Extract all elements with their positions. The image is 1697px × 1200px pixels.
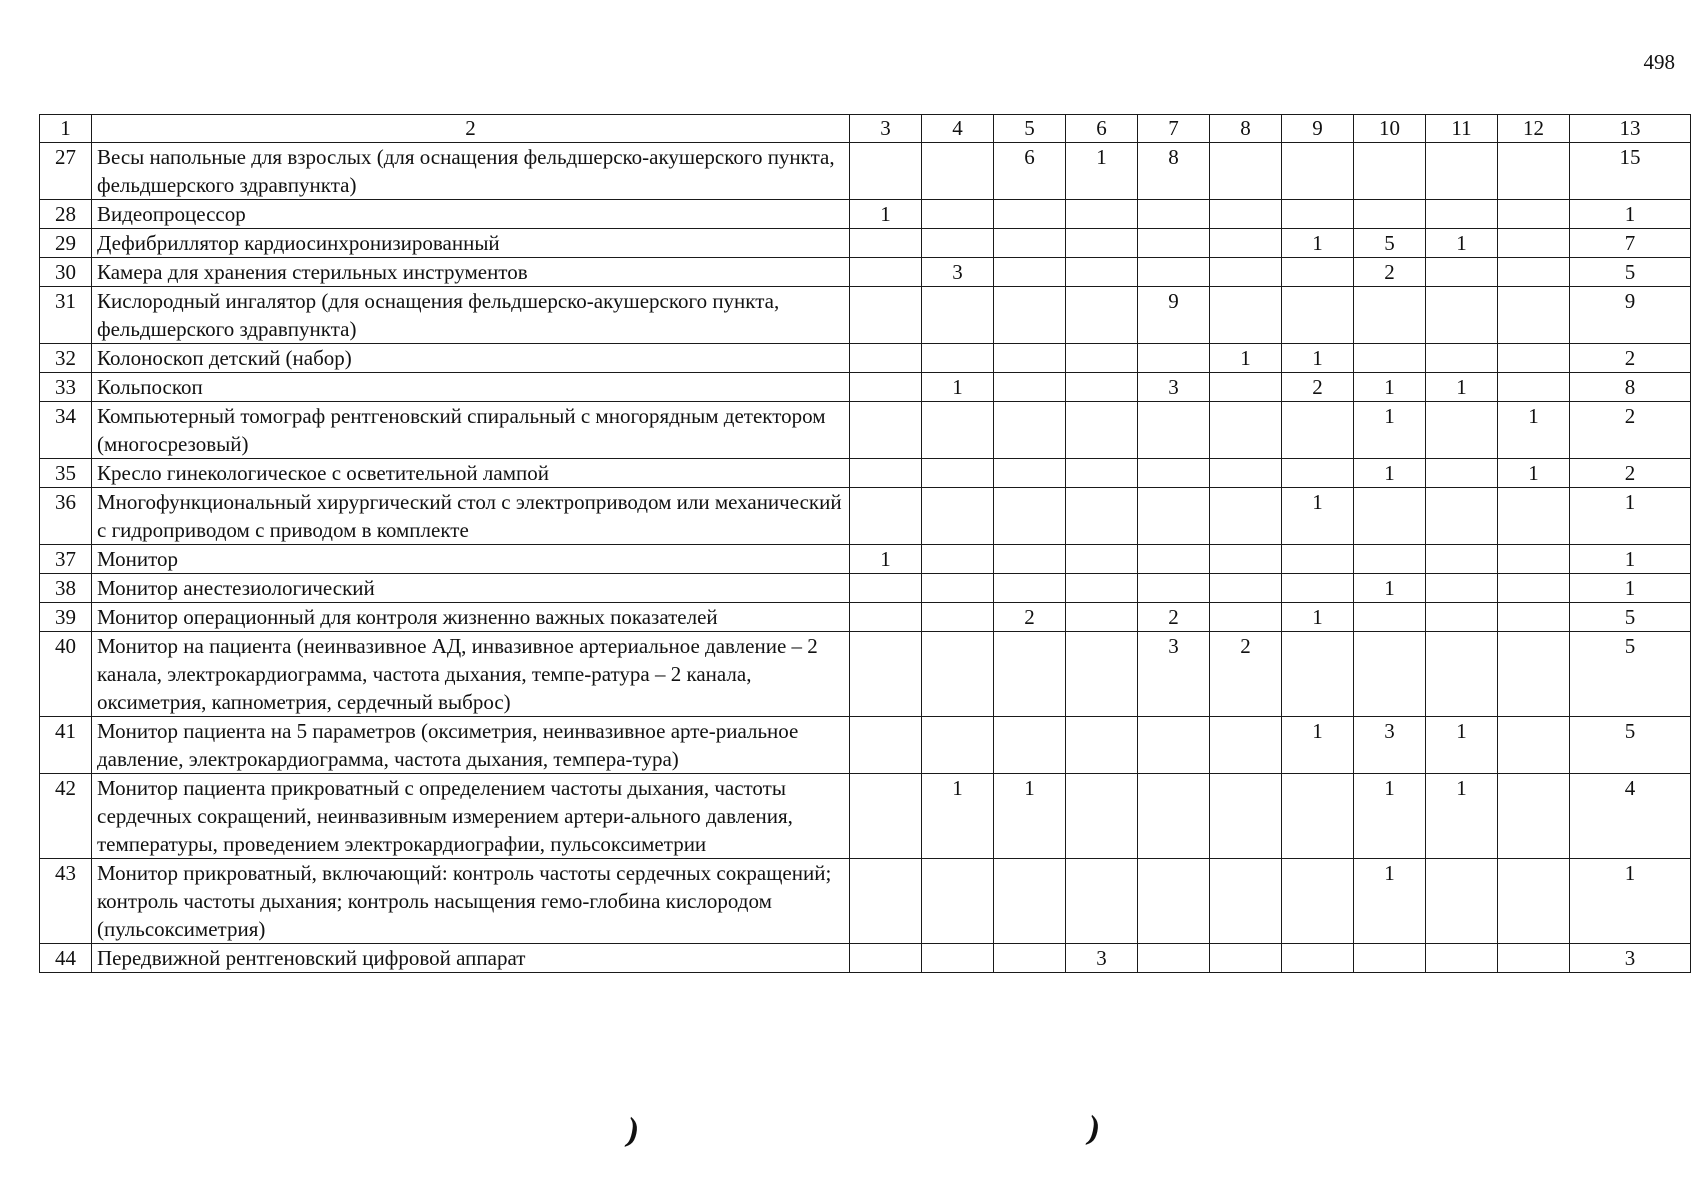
quantity-cell (1210, 859, 1282, 944)
quantity-cell (922, 545, 994, 574)
header-cell: 4 (922, 115, 994, 143)
quantity-cell: 1 (1282, 488, 1354, 545)
quantity-cell (1066, 717, 1138, 774)
quantity-cell: 1 (1354, 574, 1426, 603)
quantity-cell (1066, 603, 1138, 632)
quantity-cell (1498, 574, 1570, 603)
quantity-cell (850, 459, 922, 488)
equipment-name-cell: Монитор пациента на 5 параметров (оксиметрия, неинвазивное арте-риальное давление, электрокардиограмма, частота дыхания, темпера-тура) (92, 717, 850, 774)
quantity-cell (850, 574, 922, 603)
quantity-cell (1066, 344, 1138, 373)
table-row (40, 344, 1691, 373)
equipment-name-cell: Компьютерный томограф рентгеновский спиральный с многорядным детектором (многосрезовый) (92, 402, 850, 459)
quantity-cell: 1 (1282, 603, 1354, 632)
row-number-cell: 36 (40, 488, 92, 545)
row-number-cell: 39 (40, 603, 92, 632)
quantity-cell (1498, 287, 1570, 344)
total-cell: 2 (1570, 344, 1691, 373)
table-row (40, 258, 1691, 287)
total-cell: 1 (1570, 200, 1691, 229)
quantity-cell: 2 (994, 603, 1066, 632)
quantity-cell (1354, 944, 1426, 973)
quantity-cell (1066, 774, 1138, 859)
quantity-cell (922, 200, 994, 229)
equipment-name-cell: Камера для хранения стерильных инструментов (92, 258, 850, 287)
header-cell: 6 (1066, 115, 1138, 143)
quantity-cell: 3 (1066, 944, 1138, 973)
quantity-cell: 1 (1282, 717, 1354, 774)
header-cell: 12 (1498, 115, 1570, 143)
quantity-cell (1066, 229, 1138, 258)
quantity-cell (994, 859, 1066, 944)
row-number-cell: 38 (40, 574, 92, 603)
quantity-cell (1066, 859, 1138, 944)
quantity-cell (922, 344, 994, 373)
quantity-cell (1426, 258, 1498, 287)
quantity-cell (922, 402, 994, 459)
quantity-cell (1210, 488, 1282, 545)
quantity-cell (1426, 545, 1498, 574)
quantity-cell (850, 488, 922, 545)
quantity-cell (850, 287, 922, 344)
quantity-cell (922, 603, 994, 632)
quantity-cell (850, 944, 922, 973)
quantity-cell (1498, 143, 1570, 200)
quantity-cell: 1 (1282, 229, 1354, 258)
total-cell: 5 (1570, 603, 1691, 632)
quantity-cell (922, 944, 994, 973)
quantity-cell (1066, 459, 1138, 488)
row-number-cell: 44 (40, 944, 92, 973)
quantity-cell (1498, 774, 1570, 859)
quantity-cell (1426, 574, 1498, 603)
equipment-name-cell: Монитор пациента прикроватный с определением частоты дыхания, частоты сердечных сокращений, неинвазивным измерением артери-ального давления, температуры, проведением электрокардиографии, пульсоксиметрии (92, 774, 850, 859)
quantity-cell: 8 (1138, 143, 1210, 200)
equipment-name-cell: Кислородный ингалятор (для оснащения фельдшерско-акушерского пункта, фельдшерского здравпункта) (92, 287, 850, 344)
quantity-cell (994, 373, 1066, 402)
quantity-cell (1426, 632, 1498, 717)
quantity-cell (1210, 258, 1282, 287)
quantity-cell (994, 459, 1066, 488)
total-cell: 1 (1570, 488, 1691, 545)
quantity-cell (1354, 143, 1426, 200)
quantity-cell (1138, 774, 1210, 859)
table-row (40, 632, 1691, 717)
equipment-name-cell: Кольпоскоп (92, 373, 850, 402)
header-cell: 7 (1138, 115, 1210, 143)
handwritten-mark: ) (623, 1111, 643, 1150)
row-number-cell: 28 (40, 200, 92, 229)
quantity-cell (994, 287, 1066, 344)
equipment-name-cell: Колоноскоп детский (набор) (92, 344, 850, 373)
quantity-cell (1282, 574, 1354, 603)
equipment-table (39, 114, 1691, 973)
quantity-cell (1066, 287, 1138, 344)
row-number-cell: 30 (40, 258, 92, 287)
quantity-cell (1354, 287, 1426, 344)
table-row (40, 143, 1691, 200)
quantity-cell (922, 632, 994, 717)
total-cell: 2 (1570, 459, 1691, 488)
total-cell: 1 (1570, 545, 1691, 574)
quantity-cell: 3 (1354, 717, 1426, 774)
quantity-cell: 6 (994, 143, 1066, 200)
quantity-cell (1282, 632, 1354, 717)
quantity-cell (1210, 229, 1282, 258)
quantity-cell (1426, 344, 1498, 373)
quantity-cell: 1 (1426, 229, 1498, 258)
quantity-cell (922, 859, 994, 944)
total-cell: 3 (1570, 944, 1691, 973)
row-number-cell: 42 (40, 774, 92, 859)
quantity-cell (1426, 402, 1498, 459)
quantity-cell (1498, 944, 1570, 973)
quantity-cell: 1 (1210, 344, 1282, 373)
total-cell: 4 (1570, 774, 1691, 859)
quantity-cell (1210, 545, 1282, 574)
quantity-cell (1210, 402, 1282, 459)
total-cell: 5 (1570, 632, 1691, 717)
row-number-cell: 43 (40, 859, 92, 944)
quantity-cell: 3 (922, 258, 994, 287)
total-cell: 1 (1570, 574, 1691, 603)
quantity-cell (994, 574, 1066, 603)
quantity-cell (922, 229, 994, 258)
table-row (40, 574, 1691, 603)
quantity-cell (1354, 200, 1426, 229)
quantity-cell: 9 (1138, 287, 1210, 344)
handwritten-mark: ) (1084, 1109, 1104, 1148)
row-number-cell: 37 (40, 545, 92, 574)
quantity-cell (994, 944, 1066, 973)
quantity-cell (994, 229, 1066, 258)
row-number-cell: 33 (40, 373, 92, 402)
quantity-cell (1138, 545, 1210, 574)
quantity-cell: 1 (922, 373, 994, 402)
quantity-cell (994, 200, 1066, 229)
quantity-cell (1498, 258, 1570, 287)
quantity-cell (850, 373, 922, 402)
quantity-cell (1210, 200, 1282, 229)
quantity-cell (1066, 373, 1138, 402)
quantity-cell (922, 574, 994, 603)
quantity-cell (1426, 944, 1498, 973)
quantity-cell (1498, 373, 1570, 402)
quantity-cell (1210, 574, 1282, 603)
quantity-cell: 1 (1282, 344, 1354, 373)
quantity-cell (1498, 200, 1570, 229)
table-row (40, 603, 1691, 632)
header-cell: 13 (1570, 115, 1691, 143)
header-cell: 8 (1210, 115, 1282, 143)
quantity-cell (1138, 459, 1210, 488)
quantity-cell (1426, 459, 1498, 488)
quantity-cell (1498, 488, 1570, 545)
quantity-cell (850, 632, 922, 717)
total-cell: 15 (1570, 143, 1691, 200)
quantity-cell (1210, 143, 1282, 200)
quantity-cell (1282, 287, 1354, 344)
equipment-name-cell: Видеопроцессор (92, 200, 850, 229)
quantity-cell (1066, 574, 1138, 603)
header-cell: 11 (1426, 115, 1498, 143)
quantity-cell (1498, 603, 1570, 632)
quantity-cell (994, 344, 1066, 373)
equipment-name-cell: Монитор на пациента (неинвазивное АД, инвазивное артериальное давление – 2 канала, электрокардиограмма, частота дыхания, темпе-ратура – 2 канала, оксиметрия, капнометрия, сердечный выброс) (92, 632, 850, 717)
page-number: 498 (1643, 50, 1675, 74)
quantity-cell (1498, 344, 1570, 373)
header-cell: 9 (1282, 115, 1354, 143)
quantity-cell (1282, 944, 1354, 973)
header-cell: 2 (92, 115, 850, 143)
quantity-cell (922, 459, 994, 488)
equipment-name-cell: Монитор анестезиологический (92, 574, 850, 603)
table-row (40, 287, 1691, 344)
quantity-cell (1282, 545, 1354, 574)
header-cell: 10 (1354, 115, 1426, 143)
quantity-cell (1282, 402, 1354, 459)
quantity-cell: 1 (1498, 402, 1570, 459)
quantity-cell (922, 287, 994, 344)
row-number-cell: 35 (40, 459, 92, 488)
quantity-cell: 1 (1354, 859, 1426, 944)
header-cell: 3 (850, 115, 922, 143)
quantity-cell (850, 402, 922, 459)
table-header-row (40, 115, 1691, 143)
quantity-cell (994, 717, 1066, 774)
equipment-name-cell: Передвижной рентгеновский цифровой аппарат (92, 944, 850, 973)
table-row (40, 488, 1691, 545)
equipment-name-cell: Дефибриллятор кардиосинхронизированный (92, 229, 850, 258)
table-row (40, 717, 1691, 774)
total-cell: 7 (1570, 229, 1691, 258)
quantity-cell (1138, 229, 1210, 258)
quantity-cell (1138, 344, 1210, 373)
table-row (40, 944, 1691, 973)
quantity-cell: 1 (922, 774, 994, 859)
quantity-cell: 1 (1354, 402, 1426, 459)
quantity-cell (1282, 459, 1354, 488)
quantity-cell (1210, 459, 1282, 488)
quantity-cell: 1 (1498, 459, 1570, 488)
equipment-name-cell: Монитор (92, 545, 850, 574)
total-cell: 9 (1570, 287, 1691, 344)
table-row (40, 459, 1691, 488)
quantity-cell (1138, 488, 1210, 545)
quantity-cell: 1 (1426, 774, 1498, 859)
quantity-cell: 2 (1282, 373, 1354, 402)
quantity-cell (1282, 774, 1354, 859)
quantity-cell (1066, 402, 1138, 459)
quantity-cell (1282, 143, 1354, 200)
row-number-cell: 34 (40, 402, 92, 459)
quantity-cell (850, 258, 922, 287)
quantity-cell (850, 143, 922, 200)
quantity-cell (1354, 344, 1426, 373)
quantity-cell (994, 545, 1066, 574)
row-number-cell: 41 (40, 717, 92, 774)
quantity-cell (1282, 258, 1354, 287)
quantity-cell (850, 344, 922, 373)
row-number-cell: 40 (40, 632, 92, 717)
total-cell: 2 (1570, 402, 1691, 459)
equipment-name-cell: Монитор прикроватный, включающий: контроль частоты сердечных сокращений; контроль частоты дыхания; контроль насыщения гемо-глобина кислородом (пульсоксиметрия) (92, 859, 850, 944)
header-cell: 5 (994, 115, 1066, 143)
quantity-cell (1354, 632, 1426, 717)
quantity-cell (1498, 717, 1570, 774)
quantity-cell: 1 (1354, 373, 1426, 402)
quantity-cell (1498, 632, 1570, 717)
quantity-cell (1138, 944, 1210, 973)
quantity-cell (1354, 545, 1426, 574)
quantity-cell: 2 (1354, 258, 1426, 287)
quantity-cell: 5 (1354, 229, 1426, 258)
quantity-cell (850, 229, 922, 258)
quantity-cell (1426, 859, 1498, 944)
quantity-cell: 1 (1354, 459, 1426, 488)
quantity-cell: 2 (1138, 603, 1210, 632)
quantity-cell (1066, 200, 1138, 229)
quantity-cell: 1 (850, 545, 922, 574)
quantity-cell (1354, 488, 1426, 545)
quantity-cell (850, 859, 922, 944)
quantity-cell (1210, 373, 1282, 402)
quantity-cell (1210, 287, 1282, 344)
quantity-cell (1426, 143, 1498, 200)
equipment-name-cell: Многофункциональный хирургический стол с электроприводом или механический с гидроприводом с приводом в комплекте (92, 488, 850, 545)
quantity-cell (1426, 603, 1498, 632)
quantity-cell (1498, 859, 1570, 944)
quantity-cell (1210, 774, 1282, 859)
row-number-cell: 27 (40, 143, 92, 200)
quantity-cell (994, 402, 1066, 459)
table-body (40, 115, 1691, 973)
total-cell: 8 (1570, 373, 1691, 402)
quantity-cell (1426, 287, 1498, 344)
quantity-cell (850, 717, 922, 774)
quantity-cell: 1 (850, 200, 922, 229)
table-row (40, 545, 1691, 574)
quantity-cell (994, 632, 1066, 717)
quantity-cell (1498, 545, 1570, 574)
table-row (40, 774, 1691, 859)
quantity-cell: 2 (1210, 632, 1282, 717)
quantity-cell (922, 143, 994, 200)
quantity-cell (1138, 717, 1210, 774)
table-row (40, 402, 1691, 459)
quantity-cell (1138, 859, 1210, 944)
quantity-cell (1282, 200, 1354, 229)
quantity-cell: 3 (1138, 632, 1210, 717)
total-cell: 1 (1570, 859, 1691, 944)
quantity-cell (1210, 603, 1282, 632)
quantity-cell: 3 (1138, 373, 1210, 402)
quantity-cell (1066, 632, 1138, 717)
total-cell: 5 (1570, 258, 1691, 287)
quantity-cell (1138, 200, 1210, 229)
table-row (40, 373, 1691, 402)
row-number-cell: 31 (40, 287, 92, 344)
quantity-cell (1138, 402, 1210, 459)
quantity-cell (1426, 200, 1498, 229)
quantity-cell: 1 (994, 774, 1066, 859)
quantity-cell: 1 (1354, 774, 1426, 859)
quantity-cell (1210, 944, 1282, 973)
table-row (40, 229, 1691, 258)
quantity-cell (1354, 603, 1426, 632)
quantity-cell (1066, 545, 1138, 574)
quantity-cell (1498, 229, 1570, 258)
quantity-cell (1066, 488, 1138, 545)
equipment-name-cell: Монитор операционный для контроля жизненно важных показателей (92, 603, 850, 632)
quantity-cell: 1 (1426, 717, 1498, 774)
header-cell: 1 (40, 115, 92, 143)
quantity-cell (1426, 488, 1498, 545)
equipment-name-cell: Кресло гинекологическое с осветительной лампой (92, 459, 850, 488)
quantity-cell (994, 488, 1066, 545)
quantity-cell (1210, 717, 1282, 774)
table-row (40, 200, 1691, 229)
quantity-cell (1066, 258, 1138, 287)
quantity-cell (1282, 859, 1354, 944)
row-number-cell: 29 (40, 229, 92, 258)
quantity-cell: 1 (1426, 373, 1498, 402)
quantity-cell (922, 717, 994, 774)
quantity-cell (850, 603, 922, 632)
quantity-cell: 1 (1066, 143, 1138, 200)
quantity-cell (1138, 258, 1210, 287)
row-number-cell: 32 (40, 344, 92, 373)
equipment-name-cell: Весы напольные для взрослых (для оснащения фельдшерско-акушерского пункта, фельдшерского здравпункта) (92, 143, 850, 200)
quantity-cell (994, 258, 1066, 287)
quantity-cell (1138, 574, 1210, 603)
total-cell: 5 (1570, 717, 1691, 774)
table-row (40, 859, 1691, 944)
quantity-cell (922, 488, 994, 545)
quantity-cell (850, 774, 922, 859)
